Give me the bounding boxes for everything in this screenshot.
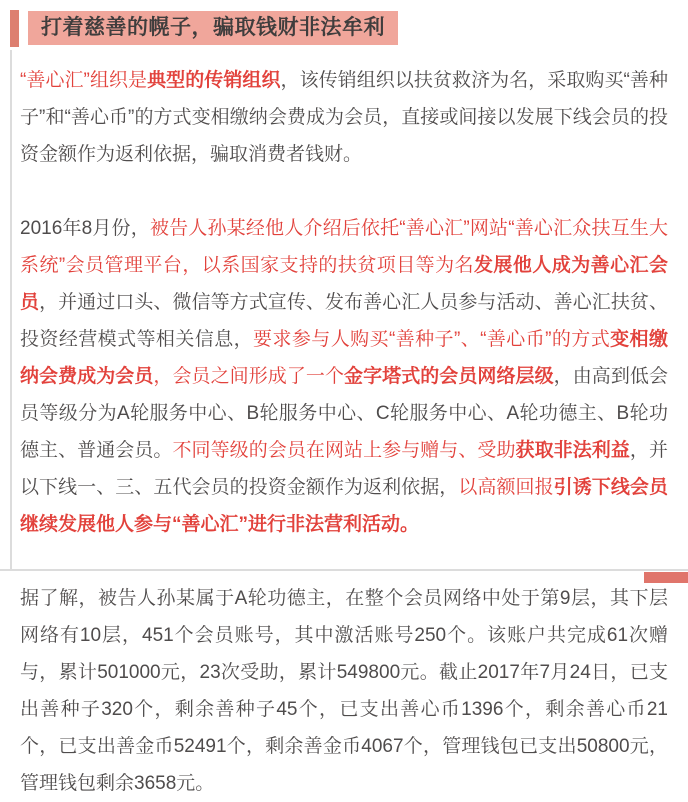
text-segment: 以高额回报 — [458, 477, 554, 498]
article-body — [0, 48, 688, 802]
article-header — [0, 0, 688, 48]
text-segment: 不同等级的会员在网站上参与赠与、受助 — [172, 440, 516, 461]
bottom-border-line — [0, 569, 688, 571]
text-segment: ，由高到低会员等级分为A轮服务中心、B轮服务中心、C轮服务中心、A轮功德主、B轮功德主、普通会员。 — [20, 366, 668, 461]
text-segment: ，该传销组织以扶贫救济为名，采取购买“善种子”和“善心币”的方式变相缴纳会费成为会员，直接或间接以发展下线会员的投资金额作为返利依据，骗取消费者钱财。 — [20, 70, 668, 165]
text-segment: ，并通过口头、微信等方式宣传、发布善心汇人员参与活动、善心汇扶贫、投资经营模式等相关信息， — [20, 292, 668, 350]
text-segment: 发展他人成为善心汇会员 — [20, 255, 668, 313]
text-segment: 变相缴纳会费成为会员 — [20, 329, 668, 387]
text-segment: 被告人孙某经他人介绍后依托“善心汇”网站“善心汇众扶互生大系统”会员管理平台，以系国家支持的扶贫项目等为名 — [20, 218, 669, 276]
text-segment: ，并以下线一、三、五代会员的投资金额作为返利依据， — [20, 440, 668, 498]
text-segment: 金字塔式的会员网络层级 — [344, 366, 554, 387]
corner-accent-block — [644, 572, 688, 583]
paragraph — [20, 210, 668, 543]
text-segment: 引诱下线会员继续发展他人参与“善心汇”进行非法营利活动。 — [20, 477, 668, 535]
text-segment: “善心汇”组织是 — [20, 70, 148, 91]
page-title: 打着慈善的幌子，骗取钱财非法牟利 — [28, 11, 398, 45]
text-segment: 要求参与人购买“善种子”、“善心币”的方式 — [253, 329, 611, 350]
title-accent-bar — [10, 10, 19, 47]
text-segment: 2016年8月份， — [20, 218, 150, 239]
paragraph — [20, 62, 668, 173]
paragraph — [20, 580, 668, 802]
left-border-line — [10, 50, 12, 571]
text-segment: 据了解，被告人孙某属于A轮功德主，在整个会员网络中处于第9层，其下层网络有10层，451个会员账号，其中激活账号250个。该账户共完成61次赠与，累计501000元，23次受助，累计549800元。截止2017年7月24日，已支出善种子320个，剩余善种子45个，已支出善心币1396个，剩余善心币21个，已支出善金币52491个，剩余善金币4067个，管理钱包已支出50800元，管理钱包剩余3658元。 — [20, 588, 668, 794]
text-segment: ，会员之间形成了一个 — [153, 366, 345, 387]
text-segment: 典型的传销组织 — [147, 70, 281, 91]
text-segment: 获取非法利益 — [515, 440, 630, 461]
